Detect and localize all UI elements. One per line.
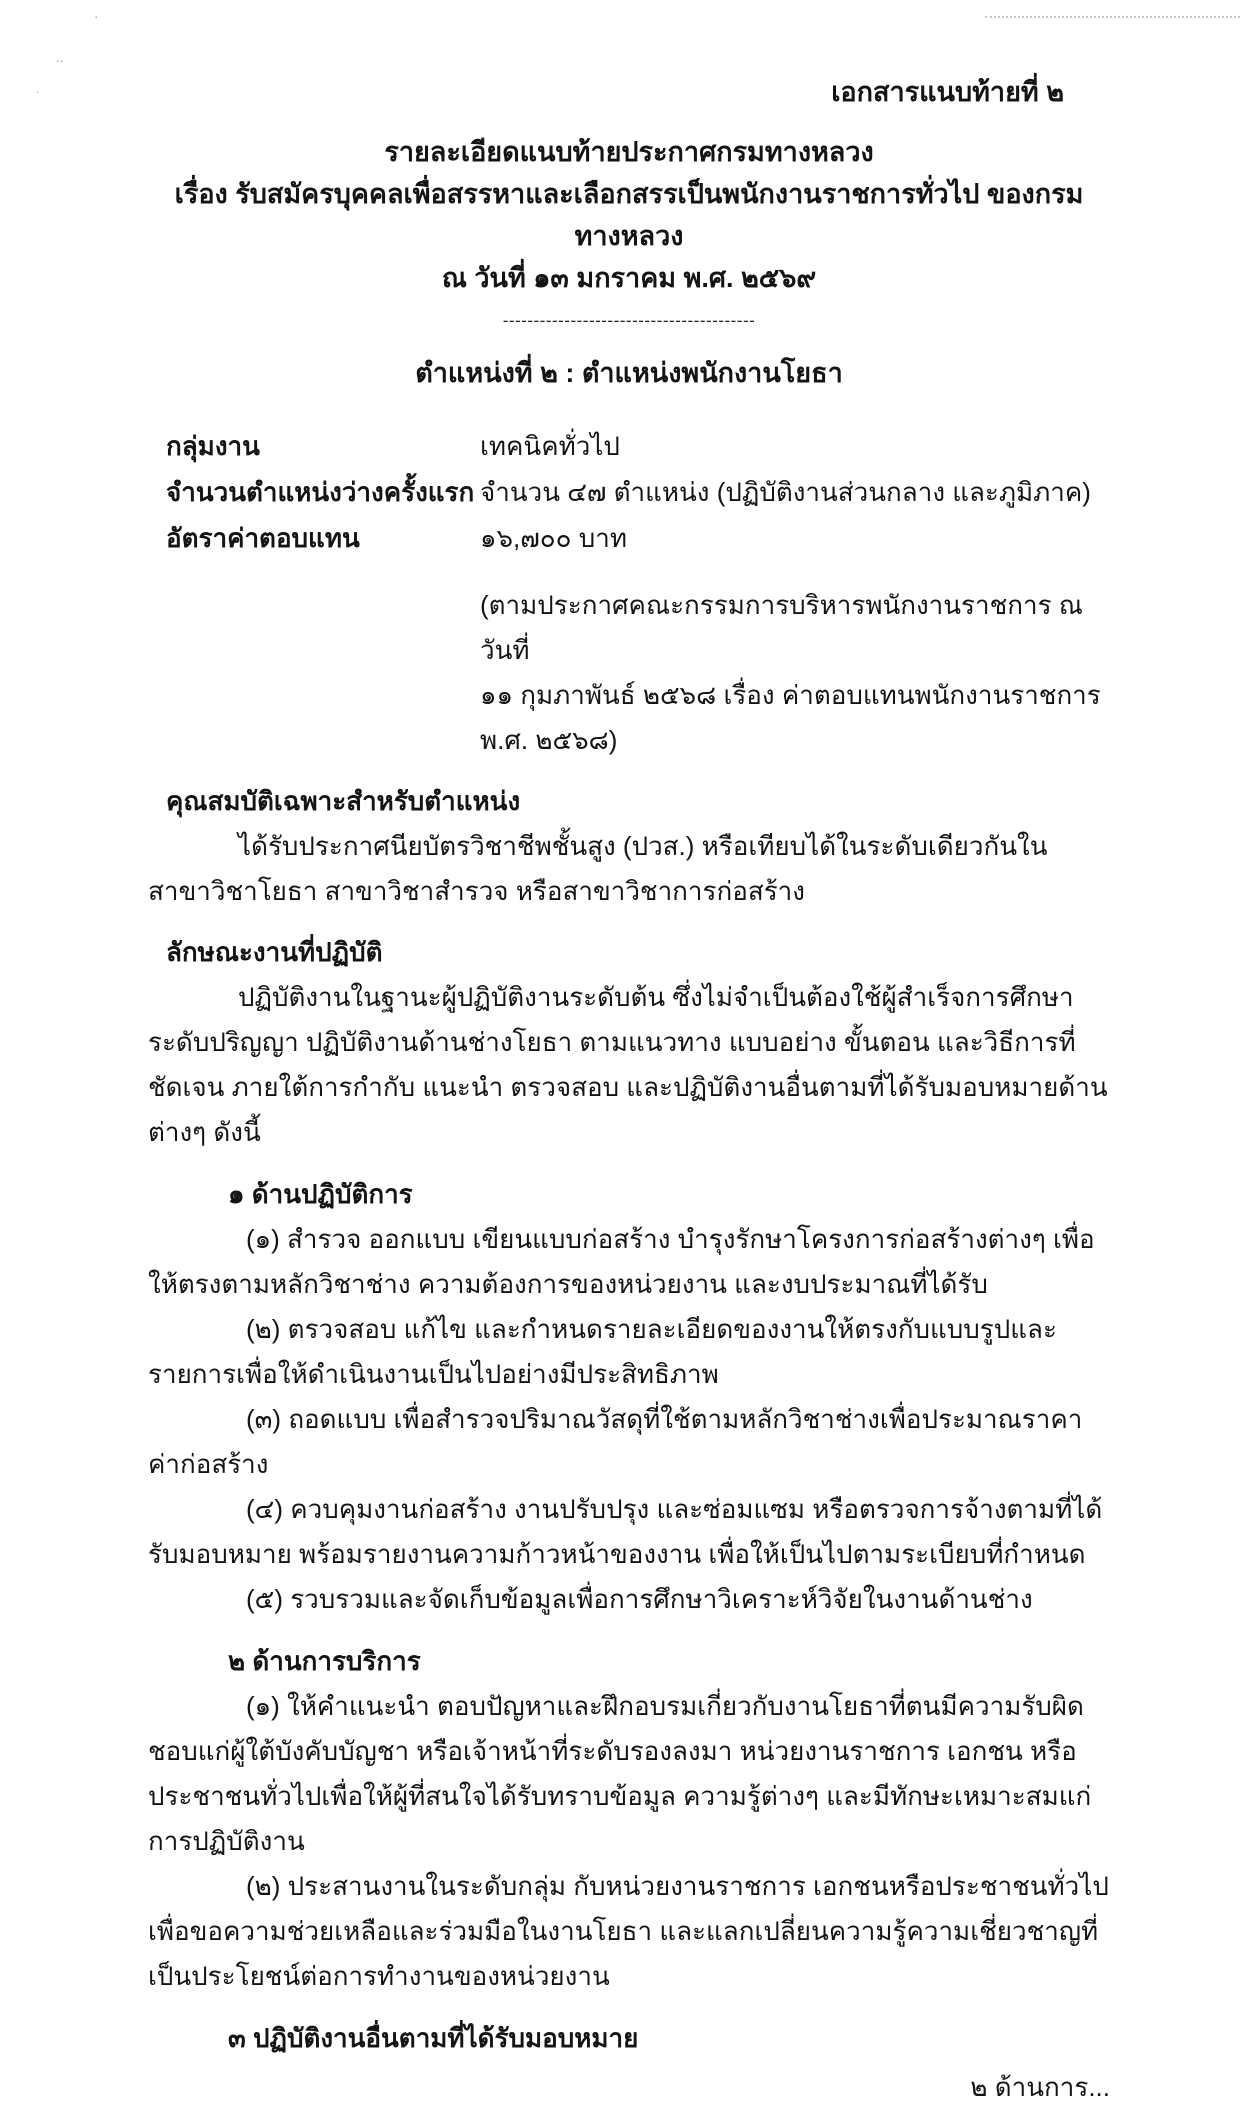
field-value: ๑๖,๗๐๐ บาท (480, 523, 627, 553)
duty-item: (๒) ตรวจสอบ แก้ไข และกำหนดรายละเอียดของงานให้ตรงกับแบบรูปและรายการเพื่อให้ดำเนินงานเป็นไปอย่างมีประสิทธิภาพ (148, 1314, 1057, 1389)
duty-item: (๑) ให้คำแนะนำ ตอบปัญหาและฝึกอบรมเกี่ยวกับงานโยธาที่ตนมีความรับผิดชอบแก่ผู้ใต้บังคับบัญชา หรือเจ้าหน้าที่ระดับรองลงมา หน่วยงานราชการ เอกชน หรือประชาชนทั่วไปเพื่อให้ผู้ที่สนใจได้รับทราบข้อมูล ความรู้ต่างๆ และมีทักษะเหมาะสมแก่การปฏิบัติงาน (148, 1691, 1092, 1856)
salary-remark (480, 583, 1110, 763)
scan-speck: ‥ (56, 53, 64, 65)
duty-item: (๑) สำรวจ ออกแบบ เขียนแบบก่อสร้าง บำรุงรักษาโครงการก่อสร้างต่างๆ เพื่อให้ตรงตามหลักวิชาช่าง ความต้องการของหน่วยงาน และงบประมาณที่ได้รับ (148, 1224, 1095, 1299)
duty-item: (๕) รวบรวมและจัดเก็บข้อมูลเพื่อการศึกษาวิเคราะห์วิจัยในงานด้านช่าง (246, 1584, 1033, 1614)
doc-title: รายละเอียดแนบท้ายประกาศกรมทางหลวง (384, 137, 874, 167)
document-title-block (148, 131, 1110, 299)
field-row-workgroup (148, 423, 1110, 469)
field-row-salary (148, 515, 1110, 561)
field-label: อัตราค่าตอบแทน (166, 523, 360, 553)
duty-item: (๓) ถอดแบบ เพื่อสำรวจปริมาณวัสดุที่ใช้ตามหลักวิชาช่างเพื่อประมาณราคาค่าก่อสร้าง (148, 1404, 1083, 1479)
dashed-divider: ----------------------------------------- (502, 311, 756, 330)
duty-item: (๒) ประสานงานในระดับกลุ่ม กับหน่วยงานราชการ เอกชนหรือประชาชนทั่วไป เพื่อขอความช่วยเหลือและร่วมมือในงานโยธา และแลกเปลี่ยนความรู้ความเชี่ยวชาญที่เป็นประโยชน์ต่อการทำงานของหน่วยงาน (148, 1871, 1109, 1991)
remark-line: ๑๑ กุมภาพันธ์ ๒๕๖๘ เรื่อง ค่าตอบแทนพนักงานราชการ พ.ศ. ๒๕๖๘) (480, 680, 1101, 755)
remark-line: (ตามประกาศคณะกรรมการบริหารพนักงานราชการ ณ วันที่ (480, 590, 1083, 665)
doc-date: ณ วันที่ ๑๓ มกราคม พ.ศ. ๒๕๖๙ (441, 263, 817, 293)
subsection-heading-other: ๓ ปฏิบัติงานอื่นตามที่ได้รับมอบหมาย (228, 2023, 639, 2053)
scan-artifact-line (985, 16, 1240, 18)
doc-subject: เรื่อง รับสมัครบุคคลเพื่อสรรหาและเลือกสรรเป็นพนักงานราชการทั่วไป ของกรมทางหลวง (174, 179, 1084, 251)
page-continuation-marker: ๒ ด้านการ... (970, 2072, 1110, 2102)
duties-intro-paragraph: ปฏิบัติงานในฐานะผู้ปฏิบัติงานระดับต้น ซึ่งไม่จำเป็นต้องใช้ผู้สำเร็จการศึกษาระดับปริญญา ปฏิบัติงานด้านช่างโยธา ตามแนวทาง แบบอย่าง ขั้นตอน และวิธีการที่ชัดเจน ภายใต้การกำกับ แนะนำ ตรวจสอบ และปฏิบัติงานอื่นตามที่ได้รับมอบหมายด้านต่างๆ ดังนี้ (148, 982, 1108, 1147)
qualifications-paragraph: ได้รับประกาศนียบัตรวิชาชีพชั้นสูง (ปวส.) หรือเทียบได้ในระดับเดียวกันในสาขาวิชาโยธา สาขาวิชาสำรวจ หรือสาขาวิชาการก่อสร้าง (148, 831, 1048, 906)
section-heading-duties: ลักษณะงานที่ปฏิบัติ (166, 937, 383, 967)
scan-speck: · (36, 87, 40, 98)
position-heading: ตำแหน่งที่ ๒ : ตำแหน่งพนักงานโยธา (415, 358, 843, 388)
attachment-label: เอกสารแนบท้ายที่ ๒ (831, 77, 1064, 107)
field-value: จำนวน ๔๗ ตำแหน่ง (ปฏิบัติงานส่วนกลาง และภูมิภาค) (480, 477, 1091, 507)
scan-speck: · (94, 9, 99, 24)
field-row-vacancies (148, 469, 1110, 515)
field-label: จำนวนตำแหน่งว่างครั้งแรก (166, 477, 475, 507)
subsection-heading-service: ๒ ด้านการบริการ (228, 1646, 421, 1676)
position-fields (148, 423, 1110, 561)
field-label: กลุ่มงาน (166, 431, 260, 461)
section-heading-qualifications: คุณสมบัติเฉพาะสำหรับตำแหน่ง (166, 786, 521, 816)
field-value: เทคนิคทั่วไป (480, 431, 620, 461)
subsection-heading-operations: ๑ ด้านปฏิบัติการ (228, 1179, 413, 1209)
duty-item: (๔) ควบคุมงานก่อสร้าง งานปรับปรุง และซ่อมแซม หรือตรวจการจ้างตามที่ได้รับมอบหมาย พร้อมรายงานความก้าวหน้าของงาน เพื่อให้เป็นไปตามระเบียบที่กำหนด (148, 1494, 1103, 1569)
